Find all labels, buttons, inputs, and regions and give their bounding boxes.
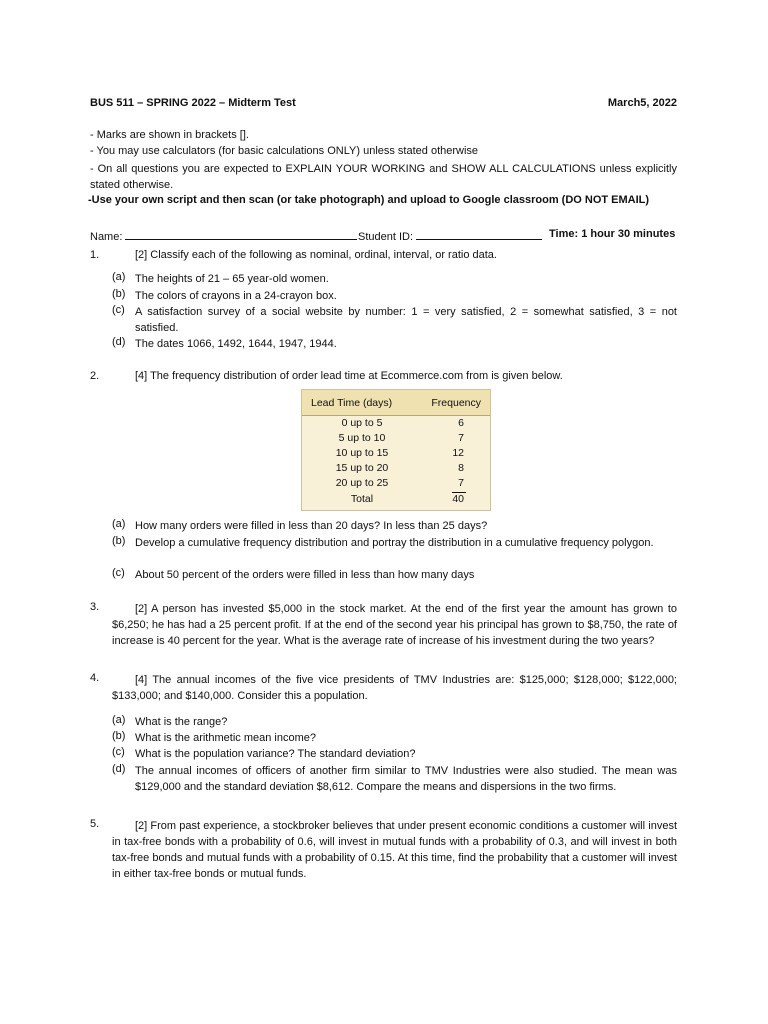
question-part (112, 746, 677, 762)
total-label: Total (350, 493, 374, 505)
row-interval: 10 up to 15 (335, 447, 389, 459)
question-part (112, 714, 677, 730)
part-text: What is the range? (135, 716, 228, 728)
test-title: BUS 511 – SPRING 2022 – Midterm Test (90, 97, 296, 109)
part-label: (a) (112, 271, 126, 283)
instruction-marks: - Marks are shown in brackets []. (90, 129, 249, 141)
row-frequency: 6 (458, 417, 464, 429)
table-row (302, 417, 490, 432)
header-frequency: Frequency (431, 397, 481, 409)
part-text: About 50 percent of the orders were filled in less than how many days (135, 569, 475, 581)
row-interval: 15 up to 20 (335, 462, 389, 474)
table-row (302, 447, 490, 462)
frequency-table (301, 389, 491, 511)
row-interval: 5 up to 10 (338, 432, 386, 444)
table-total-row (302, 493, 490, 508)
instruction-explain: - On all questions you are expected to EXPLAIN YOUR WORKING and SHOW ALL CALCULATIONS unless explicitly stated otherwise. (90, 163, 677, 191)
row-frequency: 8 (458, 462, 464, 474)
question-part (112, 535, 677, 551)
part-label: (c) (112, 304, 125, 316)
time-label: Time: 1 hour 30 minutes (549, 228, 676, 240)
part-label: (d) (112, 763, 126, 775)
total-value: 40 (452, 493, 464, 505)
test-date: March5, 2022 (607, 97, 677, 109)
student-id-label: Student ID: (358, 231, 414, 243)
table-row (302, 432, 490, 447)
question-text: [2] A person has invested $5,000 in the stock market. At the end of the first year the amount has grown to $6,250; he has had a 25 percent profit. If at the end of the second year his principal has grown to $8,750, the rate of increase is 40 percent for the year. What is the average rate of increase of his investment during the two years? (112, 603, 677, 647)
name-label: Name: (90, 231, 123, 243)
part-label: (d) (112, 336, 126, 348)
part-label: (b) (112, 288, 126, 300)
table-row (302, 477, 490, 492)
question-text: [4] The annual incomes of the five vice presidents of TMV Industries are: $125,000; $128,000; $122,000; $133,000; and $140,000. Consider this a population. (112, 674, 677, 702)
row-frequency: 12 (452, 447, 464, 459)
part-label: (b) (112, 535, 126, 547)
row-frequency: 7 (458, 432, 464, 444)
part-text: The colors of crayons in a 24-crayon box. (135, 290, 337, 302)
question-number: 1. (90, 249, 100, 261)
question-text: [4] The frequency distribution of order lead time at Ecommerce.com from is given below. (135, 370, 563, 382)
question-part (112, 518, 677, 534)
part-text: The heights of 21 – 65 year-old women. (135, 273, 329, 285)
header-lead-time: Lead Time (days) (311, 397, 393, 409)
table-row (302, 462, 490, 477)
part-text: Develop a cumulative frequency distribution and portray the distribution in a cumulative frequency polygon. (135, 537, 654, 549)
part-text: The annual incomes of officers of another firm similar to TMV Industries were also studied. The mean was $129,000 and the standard deviation $8,612. Compare the means and dispersions in the two firms. (135, 765, 677, 793)
question-part (112, 271, 677, 287)
part-text: What is the population variance? The standard deviation? (135, 748, 416, 760)
student-id-field (358, 228, 542, 243)
part-label: (c) (112, 746, 125, 758)
part-label: (a) (112, 714, 126, 726)
part-text: The dates 1066, 1492, 1644, 1947, 1944. (135, 338, 337, 350)
instruction-calculators: - You may use calculators (for basic calculations ONLY) unless stated otherwise (90, 145, 479, 157)
part-text: How many orders were filled in less than 20 days? In less than 25 days? (135, 520, 488, 532)
question-number: 3. (90, 601, 100, 613)
question-text: [2] Classify each of the following as nominal, ordinal, interval, or ratio data. (135, 249, 497, 261)
table-header (302, 390, 490, 416)
question-number: 2. (90, 370, 100, 382)
row-interval: 20 up to 25 (335, 477, 389, 489)
student-id-blank[interactable] (416, 228, 542, 240)
question-part (112, 304, 677, 336)
name-field (90, 228, 357, 243)
part-text: What is the arithmetic mean income? (135, 732, 316, 744)
question-part (112, 763, 677, 795)
part-label: (c) (112, 567, 125, 579)
name-blank[interactable] (125, 228, 357, 240)
instruction-upload: -Use your own script and then scan (or take photograph) and upload to Google classroom (DO NOT EMAIL) (88, 194, 650, 206)
question-number: 4. (90, 672, 100, 684)
part-text: A satisfaction survey of a social website by number: 1 = very satisfied, 2 = somewhat satisfied, 3 = not satisfied. (135, 306, 677, 334)
question-part (112, 288, 677, 304)
question-part (112, 567, 677, 583)
part-label: (a) (112, 518, 126, 530)
question-part (112, 730, 677, 746)
part-label: (b) (112, 730, 126, 742)
question-text: [2] From past experience, a stockbroker believes that under present economic conditions a customer will invest in tax-free bonds with a probability of 0.6, will invest in mutual funds with a probability of 0.3, and will invest in both tax-free bonds and mutual funds with a probability of 0.15. At this time, find the probability that a customer will invest in either tax-free bonds or mutual funds. (112, 820, 677, 880)
row-frequency: 7 (458, 477, 464, 489)
row-interval: 0 up to 5 (341, 417, 383, 429)
question-number: 5. (90, 818, 100, 830)
question-part (112, 336, 677, 352)
